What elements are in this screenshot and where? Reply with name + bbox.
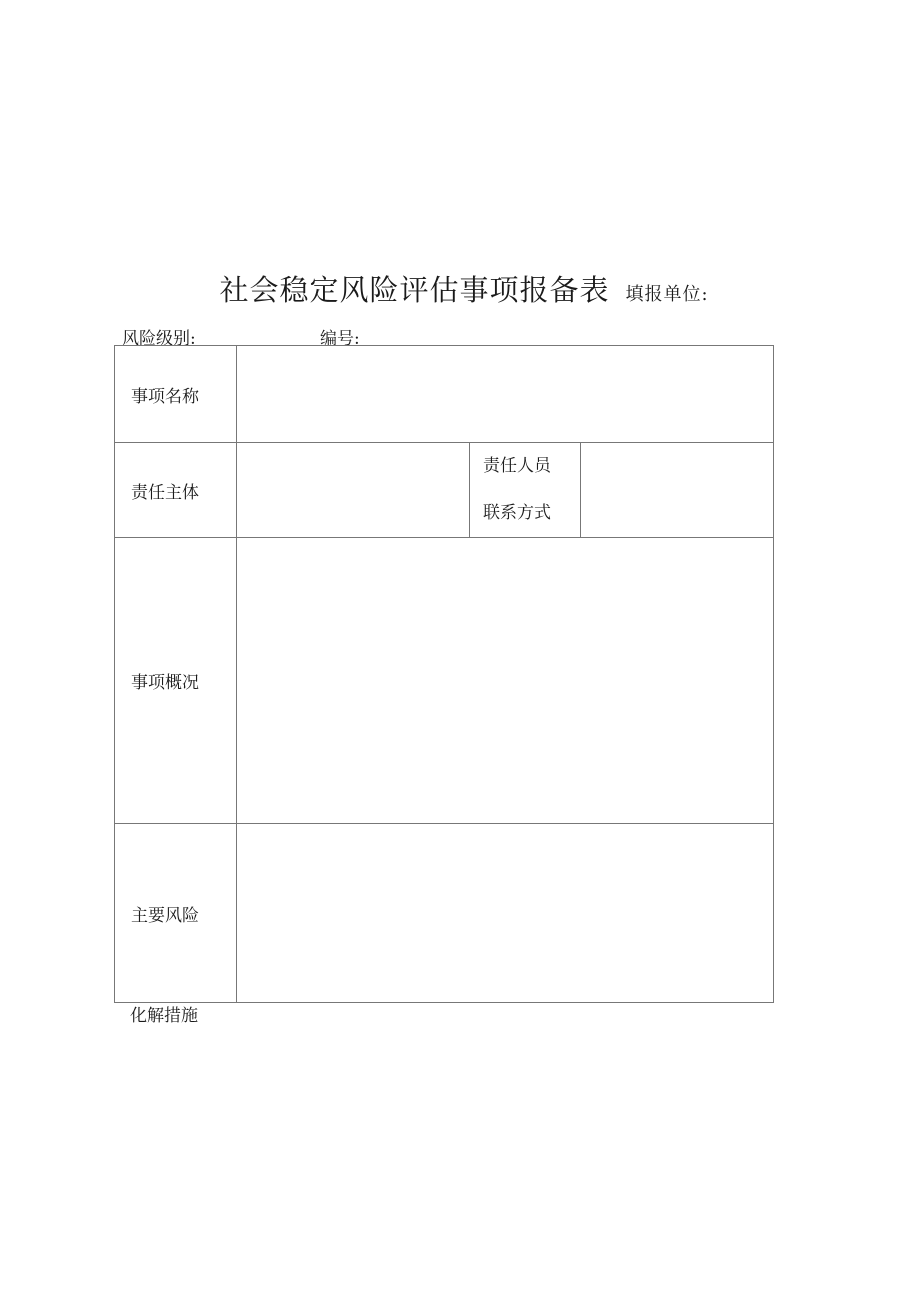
row-item-name [115, 346, 774, 443]
row-responsible [115, 443, 774, 538]
form-title: 社会稳定风险评估事项报备表 [219, 273, 610, 307]
form-title-row [0, 268, 920, 309]
item-overview-field[interactable] [237, 538, 774, 824]
responsible-subject-label: 责任主体 [115, 443, 237, 538]
item-name-label: 事项名称 [115, 346, 237, 443]
main-risks-field[interactable] [237, 824, 774, 1003]
mitigation-measures-label: 化解措施 [130, 1006, 198, 1026]
contact-method-label: 联系方式 [483, 503, 551, 523]
report-form-table [114, 345, 774, 1003]
row-item-overview [115, 538, 774, 824]
row-main-risks [115, 824, 774, 1003]
item-overview-label: 事项概况 [115, 538, 237, 824]
risk-level-label: 风险级别: [122, 329, 196, 349]
main-risks-label: 主要风险 [115, 824, 237, 1003]
responsible-person-contact-field[interactable] [581, 443, 774, 538]
fill-unit-label: 填报单位: [625, 284, 709, 305]
number-label: 编号: [320, 329, 360, 349]
responsible-person-contact-label [470, 443, 581, 538]
responsible-person-label: 责任人员 [483, 456, 551, 476]
item-name-field[interactable] [237, 346, 774, 443]
responsible-subject-field[interactable] [237, 443, 470, 538]
